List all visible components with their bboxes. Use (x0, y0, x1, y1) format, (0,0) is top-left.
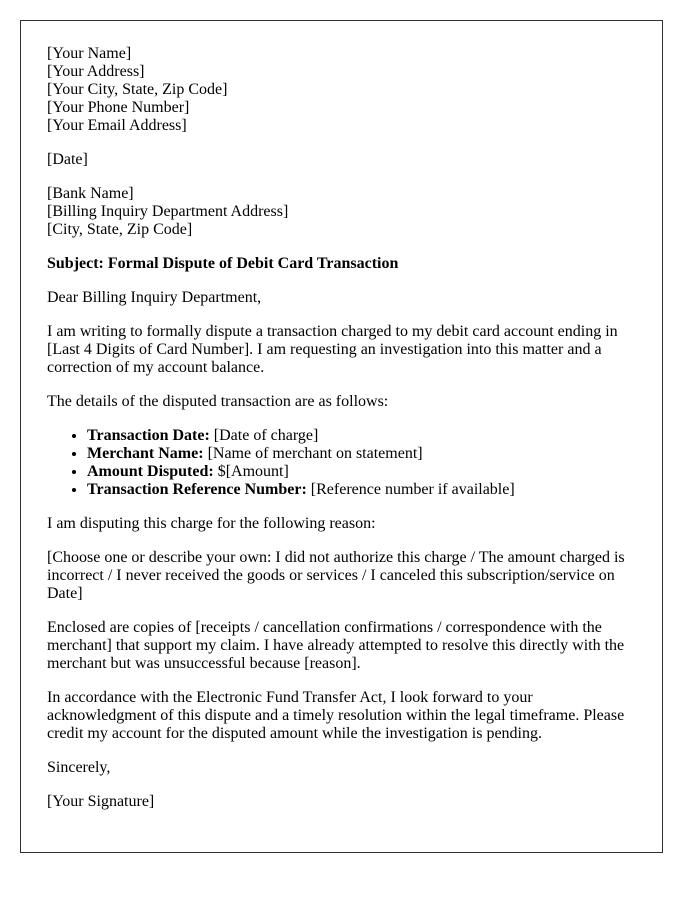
legal-paragraph: In accordance with the Electronic Fund Transfer Act, I look forward to your acknowledgment of this dispute and a timely resolution within the legal timeframe. Please credit my account for the disputed amount while the investigation is pending. (47, 689, 625, 742)
closing-line: Sincerely, (47, 759, 111, 776)
subject-line: Subject: Formal Dispute of Debit Card Transaction (47, 255, 399, 272)
bullet-value: $[Amount] (217, 463, 289, 480)
transaction-details-list (47, 427, 637, 499)
sender-address-line: [Your Address] (47, 63, 145, 80)
list-item-merchant-name (87, 445, 637, 463)
list-item-amount-disputed (87, 463, 637, 481)
bank-department-line: [Billing Inquiry Department Address] (47, 203, 289, 220)
sender-email-line: [Your Email Address] (47, 117, 187, 134)
bank-name-line: [Bank Name] (47, 185, 134, 202)
list-item-reference-number (87, 481, 637, 499)
signature-line: [Your Signature] (47, 793, 155, 810)
bullet-label: Transaction Reference Number: (87, 481, 307, 498)
enclosures-paragraph: Enclosed are copies of [receipts / cancellation confirmations / correspondence with the merchant] that support my claim. I have already attempted to resolve this directly with the merchant but was unsuccessful because [reason]. (47, 619, 625, 672)
recipient-address-block (47, 185, 637, 239)
salutation: Dear Billing Inquiry Department, (47, 289, 262, 306)
reason-lead-paragraph: I am disputing this charge for the following reason: (47, 515, 376, 532)
bullet-label: Transaction Date: (87, 427, 210, 444)
sender-name-line: [Your Name] (47, 45, 132, 62)
sender-city-line: [Your City, State, Zip Code] (47, 81, 228, 98)
bullet-value: [Date of charge] (213, 427, 319, 444)
intro-paragraph: I am writing to formally dispute a transaction charged to my debit card account ending in [Last 4 Digits of Card Number]. I am requesting an investigation into this matter and a correction of my account balance. (47, 323, 618, 376)
date-line: [Date] (47, 151, 88, 168)
sender-address-block (47, 45, 637, 135)
details-lead-paragraph: The details of the disputed transaction are as follows: (47, 393, 389, 410)
sender-phone-line: [Your Phone Number] (47, 99, 190, 116)
letter-frame (20, 20, 663, 853)
bullet-label: Amount Disputed: (87, 463, 214, 480)
bank-city-line: [City, State, Zip Code] (47, 221, 193, 238)
reason-paragraph: [Choose one or describe your own: I did not authorize this charge / The amount charged is incorrect / I never received the goods or services / I canceled this subscription/service on Date] (47, 549, 625, 602)
list-item-transaction-date (87, 427, 637, 445)
bullet-value: [Reference number if available] (310, 481, 515, 498)
bullet-label: Merchant Name: (87, 445, 204, 462)
bullet-value: [Name of merchant on statement] (207, 445, 423, 462)
